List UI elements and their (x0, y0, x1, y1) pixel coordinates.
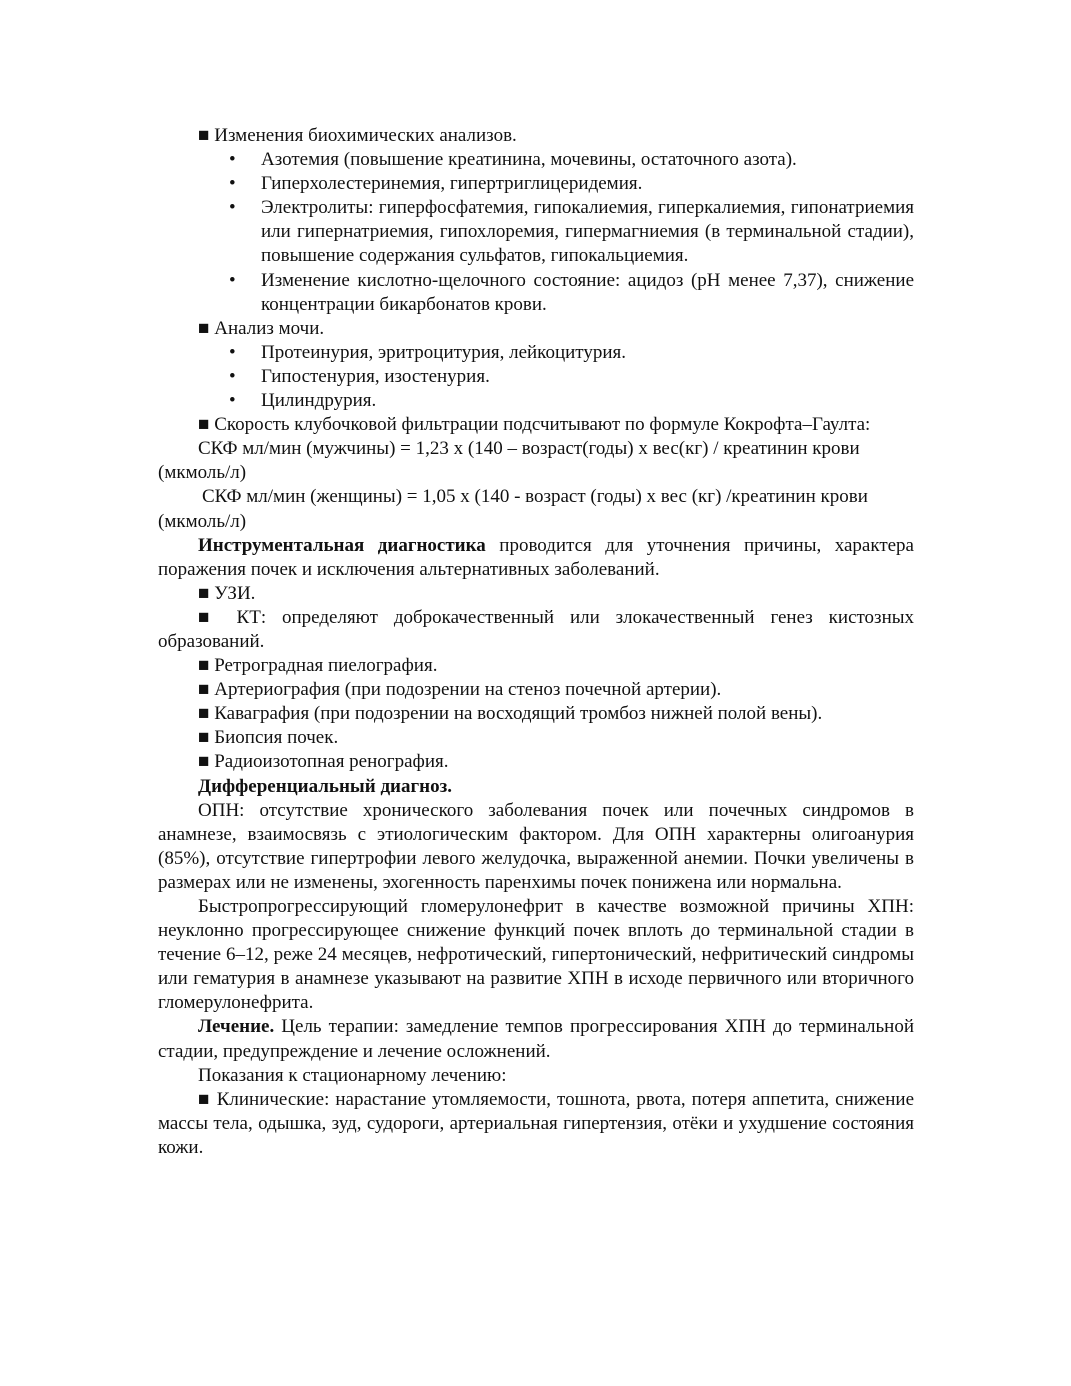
list-item: • Азотемия (повышение креатинина, мочевины, остаточного азота). (158, 148, 914, 172)
treatment-heading: Лечение. (198, 1016, 275, 1038)
instr-item-biopsy: ■ Биопсия почек. (198, 727, 339, 749)
instr-item-arteriography: ■ Артериография (при подозрении на стеноз почечной артерии). (198, 679, 722, 701)
instr-item-renography: ■ Радиоизотопная ренография. (198, 751, 449, 773)
list-item: • Изменение кислотно-щелочного состояние: ацидоз (рН менее 7,37), снижение концентрации бикарбонатов крови. (158, 269, 914, 317)
list-item: • Цилиндрурия. (158, 389, 914, 413)
instr-item-ct: ■ КТ: определяют доброкачественный или злокачественный генез кистозных образований. (158, 606, 914, 652)
list-item: • Гипостенурия, изостенурия. (158, 365, 914, 389)
biochem-heading: ■ Изменения биохимических анализов. (198, 125, 517, 146)
differential-paragraph-1: ОПН: отсутствие хронического заболевания почек или почечных синдромов в анамнезе, взаимосвязь с этиологическим фактором. Для ОПН характерны олигоанурия (85%), отсутствие гипертрофии левого желудочка, выраженной анемии. Почки увеличены в размерах или не изменены, эхогенность паренхимы почек понижена или нормальна. (158, 799, 914, 893)
instrumental-paragraph (158, 534, 914, 582)
list-item: • Электролиты: гиперфосфатемия, гипокалиемия, гиперкалиемия, гипонатриемия или гипернатриемия, гипохлоремия, гипермагниемия (в терминальной стадии), повышение содержания сульфатов, гипокальциемия. (158, 196, 914, 268)
biochem-list (158, 148, 914, 317)
list-item: • Гиперхолестеринемия, гипертриглицеридемия. (158, 172, 914, 196)
list-item: • Протеинурия, эритроцитурия, лейкоцитурия. (158, 341, 914, 365)
document-page (158, 124, 914, 1160)
treatment-paragraph (158, 1015, 914, 1063)
treatment-text: Цель терапии: замедление темпов прогрессирования ХПН до терминальной стадии, предупреждение и лечение осложнений. (158, 1016, 914, 1062)
urine-list (158, 341, 914, 413)
urine-heading: ■ Анализ мочи. (198, 317, 325, 339)
differential-heading: Дифференциальный диагноз. (198, 775, 452, 797)
instr-item-cavagraphy: ■ Каваграфия (при подозрении на восходящий тромбоз нижней полой вены). (198, 703, 823, 725)
gfr-formula-male: СКФ мл/мин (мужчины) = 1,23 х (140 – возраст(годы) х вес(кг) / креатинин крови (мкмоль/л) (158, 438, 860, 484)
clinical-indications: ■ Клинические: нарастание утомляемости, тошнота, рвота, потеря аппетита, снижение массы тела, одышка, зуд, судороги, артериальная гипертензия, отёки и ухудшение состояния кожи. (158, 1088, 914, 1158)
instr-item-uzi: ■ УЗИ. (198, 582, 256, 604)
gfr-intro: ■ Скорость клубочковой фильтрации подсчитывают по формуле Кокрофта–Гаулта: (198, 414, 871, 436)
instrumental-heading: Инструментальная диагностика (198, 534, 486, 556)
instrumental-text: проводится для уточнения причины, характера поражения почек и исключения альтернативных заболеваний. (158, 534, 914, 580)
differential-paragraph-2: Быстропрогрессирующий гломерулонефрит в качестве возможной причины ХПН: неуклонно прогрессирующее снижение функций почек вплоть до терминальной стадии в течение 6–12, реже 24 месяцев, нефротический, гипертонический, нефритический синдромы или гематурия в анамнезе указывают на развитие ХПН в исходе первичного или вторичного гломерулонефрита. (158, 896, 914, 1014)
instr-item-pyelography: ■ Ретроградная пиелография. (198, 655, 438, 677)
gfr-formula-female: СКФ мл/мин (женщины) = 1,05 х (140 - возраст (годы) х вес (кг) /креатинин крови (мкмоль/л) (158, 486, 868, 532)
indications-line: Показания к стационарному лечению: (198, 1064, 507, 1086)
